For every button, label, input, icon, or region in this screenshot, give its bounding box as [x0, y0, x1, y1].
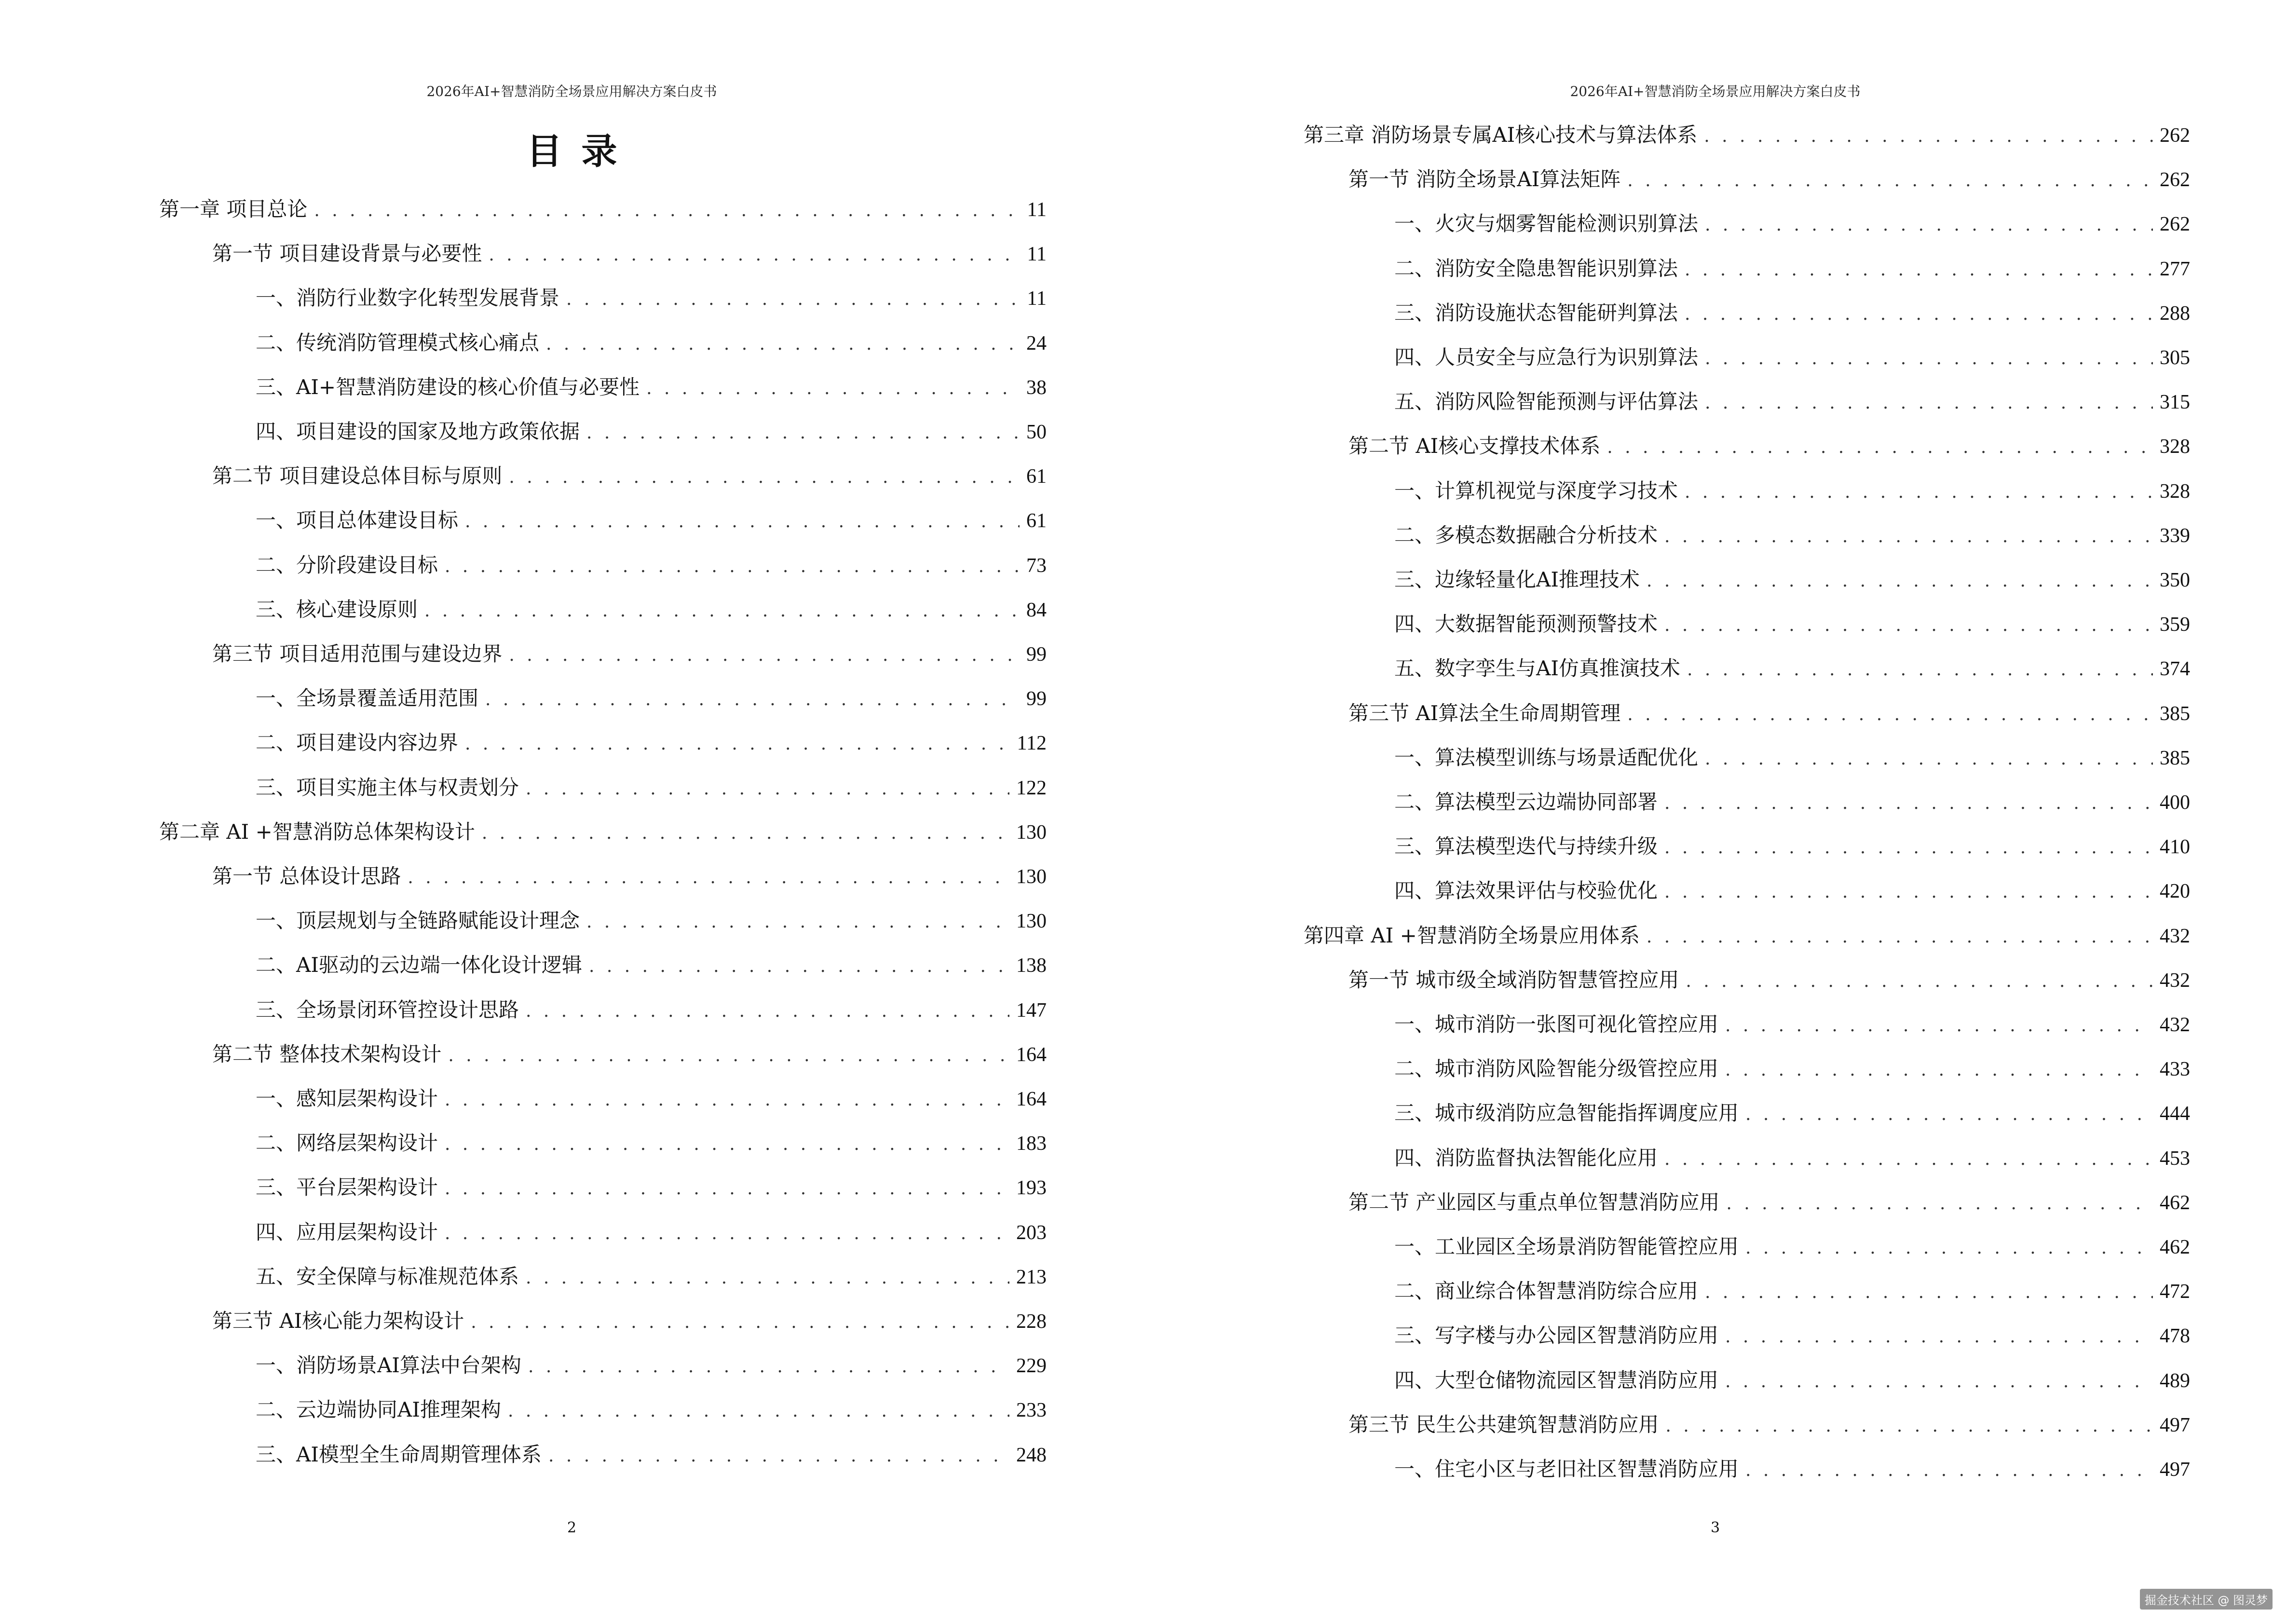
dot-leader: [471, 1308, 1009, 1337]
page-number: 3: [1710, 1519, 1720, 1536]
toc-entry-page: 84: [1026, 599, 1047, 621]
toc-entry-title: 第二节 项目建设总体目标与原则: [212, 464, 503, 488]
toc-entry-page: 99: [1026, 643, 1047, 666]
toc-entry-title: 二、分阶段建设目标: [256, 553, 438, 577]
toc-entry-page: 24: [1026, 332, 1047, 355]
toc-entry-title: 二、多模态数据融合分析技术: [1394, 523, 1658, 547]
toc-entry-title: 四、应用层架构设计: [256, 1220, 438, 1244]
toc-entry-page: 164: [1016, 1043, 1047, 1066]
dot-leader: [1725, 1323, 2153, 1351]
dot-leader: [1664, 522, 2153, 551]
toc-entry-page: 73: [1026, 554, 1047, 577]
toc-entry[interactable]: [256, 1351, 1047, 1380]
dot-leader: [408, 863, 1009, 892]
toc-entry-page: 50: [1026, 421, 1047, 443]
toc-entry[interactable]: [256, 1262, 1047, 1291]
toc-entry-page: 61: [1026, 465, 1047, 488]
toc-entry-title: 第三节 AI算法全生命周期管理: [1348, 701, 1621, 725]
toc-entry-title: 二、消防安全隐患智能识别算法: [1394, 256, 1678, 280]
toc-entry-page: 478: [2160, 1325, 2190, 1348]
toc-entry-page: 420: [2160, 880, 2190, 903]
dot-leader: [1647, 567, 2153, 596]
toc-entry-title: 二、项目建设内容边界: [256, 731, 459, 755]
dot-leader: [509, 641, 1020, 670]
toc-entry-page: 385: [2160, 702, 2190, 725]
toc-entry-title: 一、消防行业数字化转型发展背景: [256, 286, 560, 310]
toc-entry-page: 11: [1027, 199, 1047, 221]
toc-entry-page: 183: [1016, 1133, 1047, 1155]
toc-entry[interactable]: [256, 728, 1047, 757]
toc-entry-title: 四、项目建设的国家及地方政策依据: [256, 420, 580, 443]
toc-entry-title: 五、消防风险智能预测与评估算法: [1394, 390, 1699, 414]
dot-leader: [445, 1174, 1009, 1203]
toc-entry-page: 432: [2160, 1014, 2190, 1036]
dot-leader: [1686, 967, 2153, 996]
toc-entry-title: 二、算法模型云边端协同部署: [1394, 790, 1658, 814]
toc-entry[interactable]: [256, 551, 1047, 580]
toc-entry[interactable]: [1394, 788, 2190, 817]
toc-entry-page: 262: [2160, 169, 2190, 191]
toc-entry-page: 350: [2160, 569, 2190, 591]
toc-entry[interactable]: [1394, 299, 2190, 328]
toc-entry-page: 410: [2160, 836, 2190, 859]
toc-entry[interactable]: [256, 284, 1047, 313]
toc-entry-page: 277: [2160, 258, 2190, 280]
toc-entry[interactable]: [1394, 832, 2190, 861]
dot-leader: [445, 1086, 1009, 1115]
toc-entry[interactable]: [212, 862, 1047, 891]
dot-leader: [1664, 833, 2153, 862]
toc-entry[interactable]: [256, 417, 1047, 446]
toc-entry[interactable]: [1394, 254, 2190, 283]
toc-entry-page: 99: [1026, 688, 1047, 710]
dot-leader: [586, 419, 1020, 448]
toc-entry-title: 三、算法模型迭代与持续升级: [1394, 834, 1658, 859]
toc-entry[interactable]: [1394, 1144, 2190, 1173]
toc-entry[interactable]: [256, 373, 1047, 402]
toc-entry-title: 二、商业综合体智慧消防综合应用: [1394, 1279, 1699, 1303]
toc-entry[interactable]: [1304, 121, 2190, 150]
dot-leader: [1745, 1100, 2153, 1129]
toc-entry-title: 一、城市消防一张图可视化管控应用: [1394, 1012, 1719, 1036]
dot-leader: [1704, 122, 2153, 151]
dot-leader: [548, 1442, 1009, 1471]
toc-entry[interactable]: [1394, 610, 2190, 639]
toc-entry-title: 第一节 项目建设背景与必要性: [212, 242, 482, 266]
toc-entry[interactable]: [256, 1129, 1047, 1158]
dot-leader: [1647, 923, 2153, 952]
toc-entry-page: 262: [2160, 213, 2190, 236]
toc-entry-page: 112: [1017, 732, 1047, 755]
dot-leader: [1685, 478, 2153, 507]
dot-leader: [1725, 1367, 2153, 1396]
toc-entry-title: 二、传统消防管理模式核心痛点: [256, 330, 540, 355]
toc-entry-title: 第三节 AI核心能力架构设计: [212, 1309, 464, 1333]
toc-entry-title: 三、全场景闭环管控设计思路: [256, 997, 519, 1022]
toc-entry[interactable]: [1348, 432, 2190, 461]
toc-entry[interactable]: [1348, 1188, 2190, 1217]
toc-entry[interactable]: [159, 195, 1047, 224]
toc-entry[interactable]: [1394, 1010, 2190, 1039]
toc-entry-title: 第二节 AI核心支撑技术体系: [1348, 434, 1601, 458]
toc-entry-title: 一、项目总体建设目标: [256, 508, 459, 532]
toc-entry-page: 193: [1016, 1177, 1047, 1200]
toc-entry-title: 二、AI驱动的云边端一体化设计逻辑: [256, 953, 582, 977]
toc-entry-title: 二、网络层架构设计: [256, 1131, 438, 1155]
toc-entry-page: 130: [1016, 866, 1047, 888]
toc-entry-title: 一、顶层规划与全链路赋能设计理念: [256, 909, 580, 933]
toc-entry[interactable]: [1394, 343, 2190, 372]
toc-entry-page: 213: [1016, 1266, 1047, 1288]
toc-entry[interactable]: [1304, 921, 2190, 950]
toc-entry-page: 432: [2160, 969, 2190, 992]
dot-leader: [526, 1264, 1009, 1293]
toc-entry-page: 305: [2160, 347, 2190, 369]
toc-entry-page: 432: [2160, 925, 2190, 947]
toc-entry-title: 第一章 项目总论: [159, 197, 308, 221]
toc-entry[interactable]: [1348, 699, 2190, 728]
toc-entry[interactable]: [1394, 876, 2190, 905]
toc-entry-title: 一、算法模型训练与场景适配优化: [1394, 745, 1699, 769]
toc-entry[interactable]: [212, 239, 1047, 268]
dot-leader: [1745, 1456, 2153, 1485]
toc-entry-page: 61: [1026, 510, 1047, 532]
toc-entry-title: 第三节 项目适用范围与建设边界: [212, 642, 503, 666]
dot-leader: [1725, 1011, 2153, 1040]
toc-entry-title: 一、工业园区全场景消防智能管控应用: [1394, 1235, 1739, 1258]
toc-entry-page: 228: [1016, 1310, 1047, 1333]
dot-leader: [1664, 611, 2153, 640]
dot-leader: [1664, 789, 2153, 818]
dot-leader: [1664, 878, 2153, 907]
dot-leader: [528, 1352, 1009, 1381]
toc-entry-title: 三、写字楼与办公园区智慧消防应用: [1394, 1324, 1719, 1348]
toc-entry[interactable]: [1348, 1410, 2190, 1439]
toc-entry-title: 一、感知层架构设计: [256, 1087, 438, 1110]
toc-entry-page: 288: [2160, 302, 2190, 325]
toc-entry-title: 第二节 产业园区与重点单位智慧消防应用: [1348, 1190, 1720, 1214]
dot-leader: [1665, 1412, 2153, 1441]
toc-entry-page: 11: [1027, 287, 1047, 310]
dot-leader: [314, 196, 1020, 225]
toc-entry-title: 三、边缘轻量化AI推理技术: [1394, 568, 1640, 591]
toc-entry-page: 11: [1027, 243, 1047, 266]
toc-entry-page: 472: [2160, 1281, 2190, 1303]
toc-entry[interactable]: [1394, 743, 2190, 772]
toc-entry-page: 130: [1016, 821, 1047, 844]
toc-entry-page: 374: [2160, 658, 2190, 681]
toc-entry-page: 385: [2160, 747, 2190, 769]
page-header: 2026年AI+智慧消防全场景应用解决方案白皮书: [1570, 83, 1861, 99]
toc-entry-title: 三、核心建设原则: [256, 597, 418, 621]
dot-leader: [424, 597, 1020, 626]
dot-leader: [509, 463, 1020, 492]
toc-entry[interactable]: [1394, 1054, 2190, 1083]
dot-leader: [1725, 1056, 2153, 1085]
toc-entry-title: 第一节 城市级全域消防智慧管控应用: [1348, 968, 1679, 992]
dot-leader: [526, 775, 1009, 804]
dot-leader: [1664, 1145, 2153, 1174]
toc-entry-page: 248: [1016, 1444, 1047, 1466]
toc-entry-page: 359: [2160, 614, 2190, 636]
toc-entry-title: 第一节 总体设计思路: [212, 864, 401, 888]
dot-leader: [526, 997, 1009, 1026]
toc-entry[interactable]: [1394, 1321, 2190, 1350]
toc-entry-title: 一、火灾与烟雾智能检测识别算法: [1394, 212, 1699, 236]
toc-entry[interactable]: [256, 328, 1047, 357]
dot-leader: [1705, 389, 2153, 418]
page-number: 2: [567, 1519, 577, 1536]
toc-entry-title: 第二节 整体技术架构设计: [212, 1042, 442, 1066]
toc-entry[interactable]: [256, 1218, 1047, 1247]
toc-entry[interactable]: [256, 506, 1047, 535]
dot-leader: [1745, 1234, 2153, 1263]
toc-entry-title: 第一节 消防全场景AI算法矩阵: [1348, 167, 1621, 191]
toc-entry[interactable]: [1348, 165, 2190, 194]
toc-entry-page: 462: [2160, 1236, 2190, 1258]
dot-leader: [646, 374, 1020, 403]
toc-entry-page: 233: [1016, 1399, 1047, 1422]
dot-leader: [448, 1041, 1009, 1070]
dot-leader: [1607, 433, 2153, 462]
toc-entry[interactable]: [212, 640, 1047, 669]
toc-entry-title: 一、消防场景AI算法中台架构: [256, 1353, 521, 1378]
toc-entry[interactable]: [256, 996, 1047, 1024]
toc-entry-title: 三、AI模型全生命周期管理体系: [256, 1442, 542, 1466]
dot-leader: [445, 1219, 1009, 1248]
toc-title: 目录: [526, 131, 637, 172]
toc-entry[interactable]: [256, 906, 1047, 935]
toc-entry-title: 第三章 消防场景专属AI核心技术与算法体系: [1304, 123, 1698, 147]
dot-leader: [482, 819, 1009, 848]
toc-entry-title: 四、消防监督执法智能化应用: [1394, 1146, 1658, 1170]
toc-entry[interactable]: [1394, 1455, 2190, 1484]
toc-entry[interactable]: [212, 462, 1047, 491]
toc-entry[interactable]: [1394, 521, 2190, 550]
toc-entry-page: 328: [2160, 480, 2190, 503]
toc-entry-title: 三、消防设施状态智能研判算法: [1394, 300, 1678, 325]
dot-leader: [465, 730, 1010, 759]
toc-entry[interactable]: [212, 1307, 1047, 1336]
dot-leader: [489, 241, 1020, 270]
toc-entry-title: 四、大型仓储物流园区智慧消防应用: [1394, 1368, 1719, 1392]
toc-entry-title: 三、项目实施主体与权责划分: [256, 775, 519, 799]
toc-entry[interactable]: [1394, 1277, 2190, 1306]
dot-leader: [546, 330, 1020, 359]
page-header: 2026年AI+智慧消防全场景应用解决方案白皮书: [426, 83, 717, 99]
toc-entry[interactable]: [256, 1173, 1047, 1202]
toc-entry[interactable]: [212, 1040, 1047, 1069]
toc-entry-page: 462: [2160, 1191, 2190, 1214]
toc-entry[interactable]: [1394, 1099, 2190, 1128]
toc-entry-title: 第四章 AI +智慧消防全场景应用体系: [1304, 923, 1640, 947]
toc-entry-page: 262: [2160, 124, 2190, 147]
toc-entry[interactable]: [256, 951, 1047, 980]
dot-leader: [1627, 166, 2153, 195]
toc-entry-title: 第三节 民生公共建筑智慧消防应用: [1348, 1412, 1659, 1436]
toc-entry-page: 138: [1016, 955, 1047, 977]
toc-entry-page: 122: [1016, 777, 1047, 799]
toc-entry-page: 203: [1016, 1221, 1047, 1244]
toc-entry-page: 497: [2160, 1459, 2190, 1481]
toc-entry-page: 38: [1026, 376, 1047, 399]
toc-entry[interactable]: [1394, 1232, 2190, 1261]
toc-entry-title: 二、云边端协同AI推理架构: [256, 1398, 501, 1422]
toc-entry-title: 四、大数据智能预测预警技术: [1394, 612, 1658, 636]
toc-entry-title: 一、全场景覆盖适用范围: [256, 686, 479, 710]
toc-entry-page: 400: [2160, 792, 2190, 814]
toc-entry[interactable]: [1348, 966, 2190, 995]
toc-entry-title: 一、计算机视觉与深度学习技术: [1394, 478, 1678, 503]
dot-leader: [508, 1397, 1009, 1426]
toc-entry[interactable]: [256, 1440, 1047, 1469]
toc-entry[interactable]: [1394, 654, 2190, 683]
toc-entry[interactable]: [256, 684, 1047, 713]
dot-leader: [1726, 1189, 2153, 1218]
dot-leader: [1705, 344, 2153, 373]
toc-entry[interactable]: [1394, 387, 2190, 416]
toc-entry-title: 三、城市级消防应急智能指挥调度应用: [1394, 1101, 1739, 1125]
toc-entry[interactable]: [1394, 477, 2190, 505]
toc-entry-page: 328: [2160, 436, 2190, 458]
toc-entry-title: 二、城市消防风险智能分级管控应用: [1394, 1057, 1719, 1081]
dot-leader: [1705, 211, 2153, 240]
toc-entry-page: 433: [2160, 1058, 2190, 1081]
toc-entry-page: 315: [2160, 391, 2190, 414]
dot-leader: [445, 1130, 1009, 1159]
toc-entry-title: 三、AI+智慧消防建设的核心价值与必要性: [256, 375, 640, 399]
toc-entry-title: 五、数字孪生与AI仿真推演技术: [1394, 656, 1680, 681]
toc-entry[interactable]: [256, 773, 1047, 802]
toc-entry-page: 453: [2160, 1147, 2190, 1170]
toc-entry[interactable]: [1394, 565, 2190, 594]
toc-entry[interactable]: [256, 1084, 1047, 1113]
toc-entry-title: 三、平台层架构设计: [256, 1175, 438, 1200]
dot-leader: [589, 952, 1009, 981]
right-page: [1144, 0, 2287, 1624]
toc-entry-title: 五、安全保障与标准规范体系: [256, 1264, 519, 1288]
toc-entry-page: 444: [2160, 1103, 2190, 1125]
dot-leader: [445, 552, 1020, 581]
toc-entry[interactable]: [256, 595, 1047, 624]
dot-leader: [1687, 655, 2153, 684]
toc-entry-page: 489: [2160, 1369, 2190, 1392]
toc-entry[interactable]: [1394, 1366, 2190, 1395]
dot-leader: [1705, 745, 2153, 774]
toc-entry-page: 339: [2160, 524, 2190, 547]
toc-entry-page: 130: [1016, 910, 1047, 933]
toc-entry[interactable]: [1394, 209, 2190, 238]
dot-leader: [1685, 256, 2153, 285]
watermark: 掘金技术社区 @ 图灵梦: [2140, 1589, 2273, 1610]
dot-leader: [465, 507, 1020, 536]
dot-leader: [1685, 300, 2153, 329]
toc-entry-title: 第二章 AI +智慧消防总体架构设计: [159, 819, 475, 844]
toc-entry-title: 四、算法效果评估与校验优化: [1394, 879, 1658, 903]
toc-entry-title: 四、人员安全与应急行为识别算法: [1394, 345, 1699, 369]
dot-leader: [566, 285, 1021, 314]
toc-entry-page: 229: [1016, 1355, 1047, 1378]
toc-entry-page: 164: [1016, 1088, 1047, 1110]
toc-entry[interactable]: [256, 1395, 1047, 1424]
toc-entry[interactable]: [159, 818, 1047, 846]
dot-leader: [1627, 700, 2153, 729]
toc-entry-title: 一、住宅小区与老旧社区智慧消防应用: [1394, 1457, 1739, 1481]
dot-leader: [485, 685, 1020, 714]
toc-entry-page: 497: [2160, 1414, 2190, 1436]
dot-leader: [586, 908, 1009, 937]
dot-leader: [1705, 1278, 2153, 1307]
toc-entry-page: 147: [1016, 999, 1047, 1022]
